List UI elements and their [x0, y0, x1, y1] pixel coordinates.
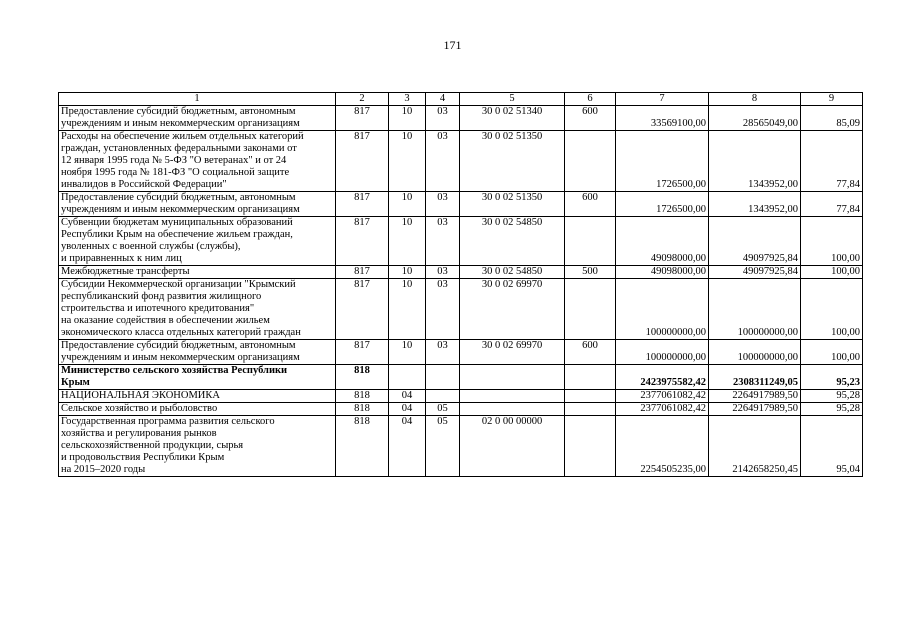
cell-planned: 33569100,00	[616, 106, 709, 131]
cell-percent: 100,00	[801, 266, 863, 279]
table-row	[59, 106, 863, 131]
cell-name	[59, 266, 336, 279]
cell-expense-type	[565, 131, 616, 192]
column-header: 5	[460, 93, 565, 106]
cell-target-code: 30 0 02 51350	[460, 192, 565, 217]
cell-section: 10	[389, 266, 426, 279]
cell-section: 04	[389, 390, 426, 403]
cell-expense-type: 500	[565, 266, 616, 279]
cell-target-code	[460, 403, 565, 416]
table-row	[59, 390, 863, 403]
cell-percent: 100,00	[801, 279, 863, 340]
cell-executed: 1343952,00	[709, 192, 801, 217]
cell-ved: 817	[336, 106, 389, 131]
cell-name	[59, 365, 336, 390]
cell-ved: 818	[336, 365, 389, 390]
cell-target-code: 30 0 02 54850	[460, 266, 565, 279]
column-header: 7	[616, 93, 709, 106]
cell-name	[59, 403, 336, 416]
cell-executed: 100000000,00	[709, 279, 801, 340]
cell-name-line: учреждениям и иным некоммерческим организациям	[61, 204, 300, 215]
cell-expense-type	[565, 365, 616, 390]
budget-table	[58, 92, 863, 477]
column-header: 9	[801, 93, 863, 106]
cell-name-line: граждан, установленных федеральными законами от	[61, 143, 297, 154]
cell-ved: 817	[336, 340, 389, 365]
cell-name-line: НАЦИОНАЛЬНАЯ ЭКОНОМИКА	[61, 390, 220, 401]
table-row	[59, 131, 863, 192]
cell-subsection: 05	[426, 403, 460, 416]
cell-section: 10	[389, 192, 426, 217]
cell-expense-type	[565, 390, 616, 403]
cell-name-line: Субсидии Некоммерческой организации "Крымский	[61, 279, 296, 290]
cell-ved: 817	[336, 131, 389, 192]
cell-name-line: хозяйства и регулирования рынков	[61, 428, 217, 439]
cell-expense-type	[565, 217, 616, 266]
table-body	[59, 93, 863, 477]
cell-planned: 2254505235,00	[616, 416, 709, 477]
cell-planned: 2423975582,42	[616, 365, 709, 390]
cell-name-line: Сельское хозяйство и рыболовство	[61, 403, 218, 414]
column-header: 1	[59, 93, 336, 106]
cell-subsection: 03	[426, 192, 460, 217]
cell-target-code: 30 0 02 69970	[460, 340, 565, 365]
cell-planned: 2377061082,42	[616, 403, 709, 416]
cell-target-code: 02 0 00 00000	[460, 416, 565, 477]
cell-name-line: на оказание содействия в обеспечении жильем	[61, 315, 270, 326]
cell-percent: 95,23	[801, 365, 863, 390]
table-row	[59, 266, 863, 279]
cell-subsection: 03	[426, 217, 460, 266]
cell-name-line: инвалидов в Российской Федерации"	[61, 179, 227, 190]
cell-executed: 49097925,84	[709, 266, 801, 279]
cell-subsection: 03	[426, 340, 460, 365]
cell-target-code	[460, 390, 565, 403]
cell-percent: 77,84	[801, 192, 863, 217]
cell-percent: 85,09	[801, 106, 863, 131]
table-row	[59, 192, 863, 217]
cell-subsection: 03	[426, 106, 460, 131]
cell-executed: 1343952,00	[709, 131, 801, 192]
cell-subsection: 03	[426, 279, 460, 340]
cell-expense-type	[565, 416, 616, 477]
cell-percent: 77,84	[801, 131, 863, 192]
cell-section: 10	[389, 131, 426, 192]
cell-name-line: Предоставление субсидий бюджетным, автономным	[61, 106, 296, 117]
cell-target-code: 30 0 02 54850	[460, 217, 565, 266]
cell-name-line: Республики Крым на обеспечение жильем граждан,	[61, 229, 293, 240]
cell-name-line: Расходы на обеспечение жильем отдельных категорий	[61, 131, 304, 142]
cell-subsection: 05	[426, 416, 460, 477]
cell-executed: 28565049,00	[709, 106, 801, 131]
cell-name	[59, 106, 336, 131]
cell-name-line: уволенных с военной службы (службы),	[61, 241, 241, 252]
cell-name	[59, 131, 336, 192]
column-header: 4	[426, 93, 460, 106]
cell-target-code: 30 0 02 51340	[460, 106, 565, 131]
cell-name-line: Министерство сельского хозяйства Республики	[61, 365, 288, 376]
cell-planned: 49098000,00	[616, 266, 709, 279]
cell-name-line: Предоставление субсидий бюджетным, автономным	[61, 340, 296, 351]
cell-ved: 817	[336, 279, 389, 340]
cell-section: 10	[389, 217, 426, 266]
cell-name-line: Предоставление субсидий бюджетным, автономным	[61, 192, 296, 203]
cell-percent: 100,00	[801, 340, 863, 365]
column-header: 3	[389, 93, 426, 106]
cell-percent: 100,00	[801, 217, 863, 266]
cell-name	[59, 416, 336, 477]
cell-name	[59, 192, 336, 217]
cell-subsection	[426, 390, 460, 403]
cell-planned: 100000000,00	[616, 340, 709, 365]
cell-name	[59, 340, 336, 365]
cell-executed: 2264917989,50	[709, 403, 801, 416]
cell-target-code: 30 0 02 51350	[460, 131, 565, 192]
cell-executed: 2308311249,05	[709, 365, 801, 390]
cell-name-line: сельскохозяйственной продукции, сырья	[61, 440, 244, 451]
cell-name	[59, 390, 336, 403]
column-header: 6	[565, 93, 616, 106]
cell-name-line: Государственная программа развития сельского	[61, 416, 275, 427]
cell-subsection	[426, 365, 460, 390]
cell-executed: 2142658250,45	[709, 416, 801, 477]
cell-percent: 95,04	[801, 416, 863, 477]
cell-section: 10	[389, 106, 426, 131]
cell-section: 04	[389, 416, 426, 477]
cell-subsection: 03	[426, 131, 460, 192]
cell-name-line: экономического класса отдельных категорий граждан	[61, 327, 301, 338]
cell-name-line: и приравненных к ним лиц	[61, 253, 182, 264]
cell-name-line: 12 января 1995 года № 5-ФЗ "О ветеранах" и от 24	[61, 155, 287, 166]
table-row	[59, 279, 863, 340]
cell-name-line: на 2015–2020 годы	[61, 464, 146, 475]
cell-planned: 49098000,00	[616, 217, 709, 266]
cell-section: 04	[389, 403, 426, 416]
cell-executed: 2264917989,50	[709, 390, 801, 403]
cell-ved: 818	[336, 416, 389, 477]
cell-name-line: Субвенции бюджетам муниципальных образований	[61, 217, 293, 228]
cell-name-line: строительства и ипотечного кредитования"	[61, 303, 255, 314]
cell-expense-type: 600	[565, 340, 616, 365]
cell-planned: 2377061082,42	[616, 390, 709, 403]
cell-name-line: учреждениям и иным некоммерческим организациям	[61, 118, 300, 129]
cell-section: 10	[389, 340, 426, 365]
table-row	[59, 403, 863, 416]
cell-ved: 818	[336, 403, 389, 416]
column-header: 2	[336, 93, 389, 106]
table-row	[59, 340, 863, 365]
cell-subsection: 03	[426, 266, 460, 279]
cell-expense-type: 600	[565, 106, 616, 131]
cell-name-line: республиканский фонд развития жилищного	[61, 291, 262, 302]
cell-name-line: учреждениям и иным некоммерческим организациям	[61, 352, 300, 363]
table-row	[59, 416, 863, 477]
cell-target-code: 30 0 02 69970	[460, 279, 565, 340]
cell-executed: 49097925,84	[709, 217, 801, 266]
cell-ved: 817	[336, 217, 389, 266]
cell-expense-type	[565, 403, 616, 416]
cell-planned: 1726500,00	[616, 192, 709, 217]
cell-target-code	[460, 365, 565, 390]
cell-section	[389, 365, 426, 390]
cell-name	[59, 279, 336, 340]
cell-name-line: Межбюджетные трансферты	[61, 266, 190, 277]
table-row	[59, 217, 863, 266]
cell-name-line: и продовольствия Республики Крым	[61, 452, 225, 463]
cell-name-line: ноября 1995 года № 181-ФЗ "О социальной защите	[61, 167, 290, 178]
table-header-row	[59, 93, 863, 106]
cell-name-line: Крым	[61, 377, 90, 388]
cell-percent: 95,28	[801, 403, 863, 416]
cell-expense-type: 600	[565, 192, 616, 217]
page-number: 171	[443, 38, 462, 52]
cell-percent: 95,28	[801, 390, 863, 403]
cell-executed: 100000000,00	[709, 340, 801, 365]
cell-ved: 817	[336, 266, 389, 279]
cell-ved: 817	[336, 192, 389, 217]
cell-section: 10	[389, 279, 426, 340]
cell-planned: 100000000,00	[616, 279, 709, 340]
cell-ved: 818	[336, 390, 389, 403]
cell-planned: 1726500,00	[616, 131, 709, 192]
column-header: 8	[709, 93, 801, 106]
table-row	[59, 365, 863, 390]
cell-expense-type	[565, 279, 616, 340]
cell-name	[59, 217, 336, 266]
